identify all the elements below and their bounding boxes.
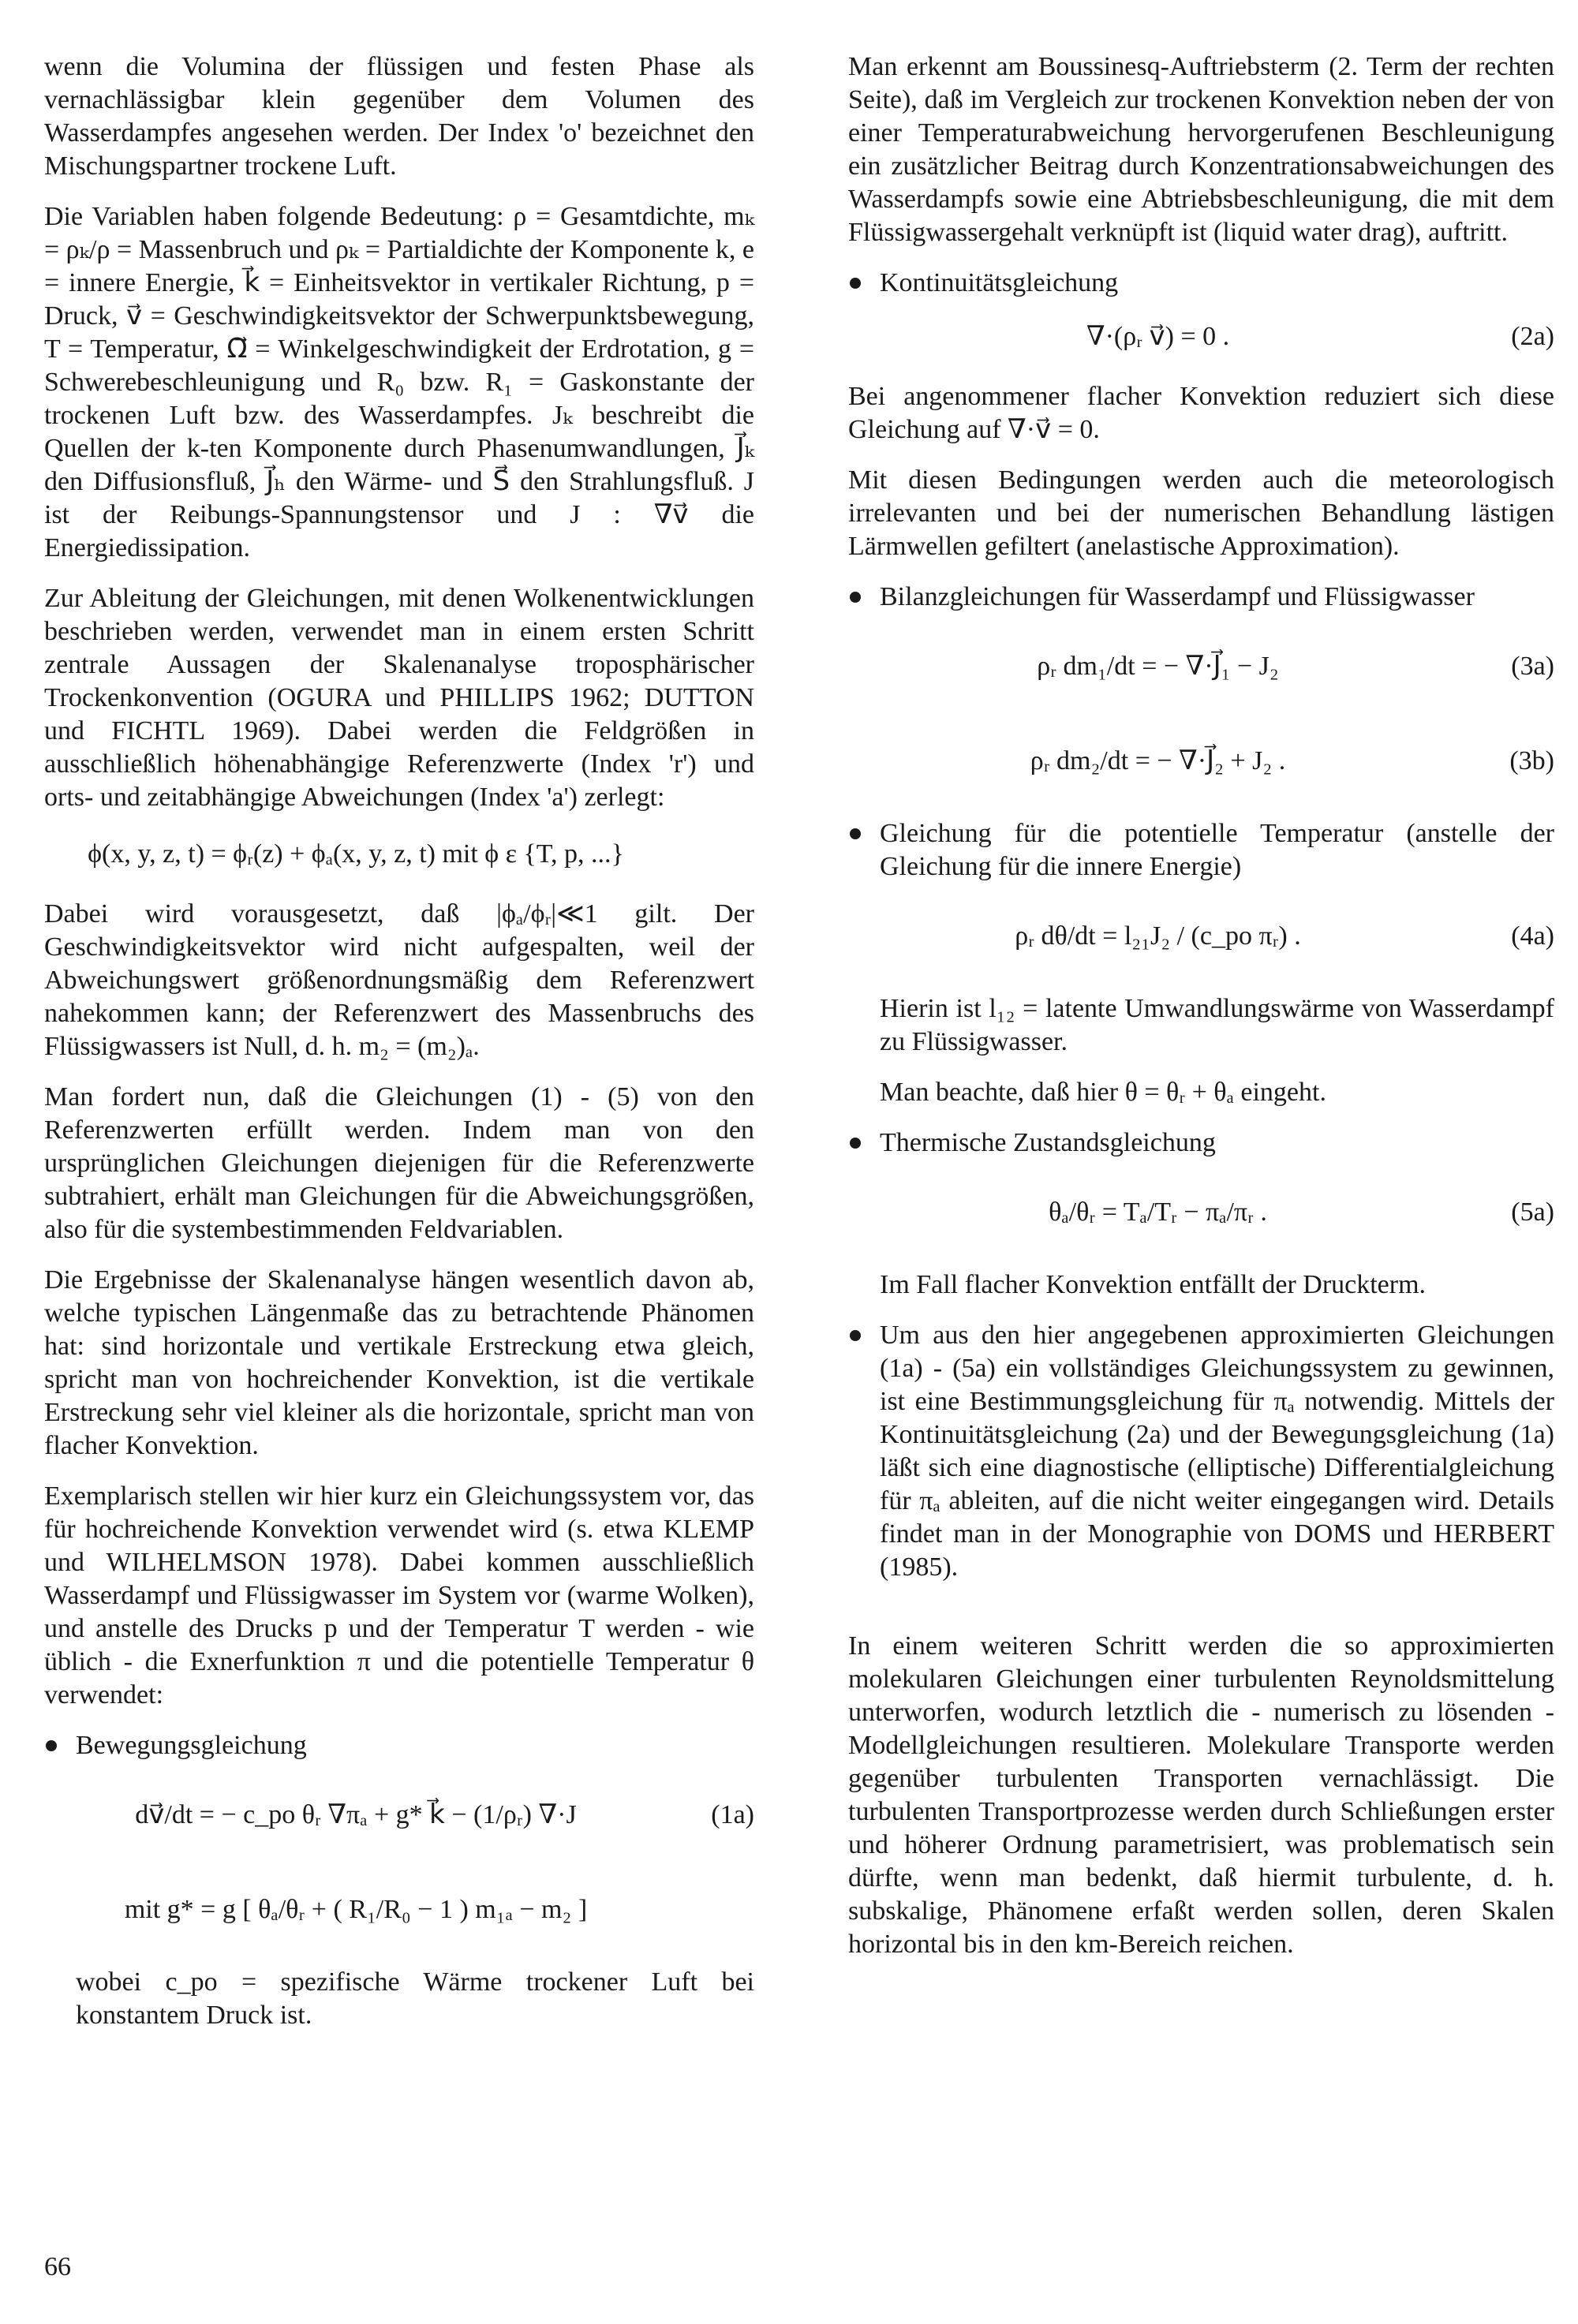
equation-3a: ρᵣ dm₁/dt = − ∇·J⃗₁ − J₂ (3a) [848,628,1554,705]
equation-number: (1a) [711,1800,754,1829]
bullet-motion-equation: Bewegungsgleichung [44,1729,754,1762]
equation-number: (3a) [1511,652,1554,681]
bullet-icon [850,1138,861,1149]
derivation-paragraph: Zur Ableitung der Gleichungen, mit denen Wolkenentwicklungen beschrieben werden, verwendet man in einem ersten Schritt zentrale Aussagen der Skalenanalyse troposphärischer Trockenkonvention (OGURA und PHILLIPS 1962; DUTTON und FICHTL 1969). Dabei werden die Feldgrößen in ausschließlich höhenabhängige Referenzwerte (Index 'r') und orts- und zeitabhängige Abweichungen (Index 'a') zerlegt: [44,584,754,812]
bullet-icon [850,1330,861,1341]
equation-4a: ρᵣ dθ/dt = l₂₁J₂ / (c_po πᵣ) . (4a) [848,898,1554,975]
equation-1a: dv⃗/dt = − c_po θᵣ ∇πₐ + g* k⃗ − (1/ρᵣ) ∇·J (1a) [44,1777,754,1854]
right-column [848,50,1554,1978]
bullet-icon [46,1740,57,1751]
scale-analysis-paragraph: Die Ergebnisse der Skalenanalyse hängen wesentlich davon ab, welche typischen Längenmaße das zu betrachtende Phänomen hat: sind horizontale und vertikale Erstreckung etwa gleich, spricht man von hochreichender Konvektion, ist die vertikale Erstreckung sehr viel kleiner als die horizontale, spricht man von flacher Konvektion. [44,1265,754,1460]
anelastic-paragraph: Mit diesen Bedingungen werden auch die meteorologisch irrelevanten und bei der numerischen Behandlung lästigen Lärmwellen gefiltert (anelastische Approximation). [848,465,1554,561]
assumption-paragraph: Dabei wird vorausgesetzt, daß |ϕₐ/ϕᵣ|≪1 gilt. Der Geschwindigkeitsvektor wird nicht aufgespalten, weil der Abweichungswert größenordnungsmäßig dem Referenzwert nahekommen kann; der Referenzwert des Massenbruchs des Flüssigwassers ist Null, d. h. m₂ = (m₂)ₐ. [44,899,754,1061]
equation-2a: ∇·(ρᵣ v⃗) = 0 . (2a) [848,314,1554,363]
equation-number: (3b) [1509,746,1554,775]
bullet-balance-equations: Bilanzgleichungen für Wasserdampf und Flüssigwasser [848,581,1554,614]
equation-3b: ρᵣ dm₂/dt = − ∇·J⃗₂ + J₂ . (3b) [848,723,1554,800]
bullet-potential-temperature: Gleichung für die potentielle Temperatur (anstelle der Gleichung für die innere Energie) [848,817,1554,884]
bullet-icon [850,278,861,289]
flat-convection-paragraph: Bei angenommener flacher Konvektion reduziert sich diese Gleichung auf ∇·v⃗ = 0. [848,382,1554,444]
page-number: 66 [44,2252,71,2281]
theta-note: Man beachte, daß hier θ = θᵣ + θₐ eingeht. [880,1078,1326,1107]
bullet-state-equation: Thermische Zustandsgleichung [848,1127,1554,1160]
left-column [44,50,754,2049]
bullet-icon [850,592,861,603]
variables-paragraph: Die Variablen haben folgende Bedeutung: ρ = Gesamtdichte, mₖ = ρₖ/ρ = Massenbruch und ρₖ = Partialdichte der Komponente k, e = innere Energie, k⃗ = Einheitsvektor in vertikaler Richtung, p = Druck, v⃗ = Geschwindigkeitsvektor der Schwerpunktsbewegung, T = Temperatur, Ω⃗ = Winkelgeschwindigkeit der Erdrotation, g = Schwerebeschleunigung und R₀ bzw. R₁ = Gaskonstante der trockenen Luft bzw. des Wasserdampfes. Jₖ beschreibt die Quellen der k-ten Komponente durch Phasenumwandlungen, J⃗ₖ den Diffusionsfluß, J⃗ₕ den Wärme- und S⃗ den Strahlungsfluß. J ist der Reibungs-Spannungstensor und J : ∇v⃗ die Energiedissipation. [44,202,754,562]
bullet-completion: Um aus den hier angegebenen approximierten Gleichungen (1a) - (5a) ein vollständiges Gleichungssystem zu gewinnen, ist eine Bestimmungsgleichung für πₐ notwendig. Mittels der Kontinuitätsgleichung (2a) und der Bewegungsgleichung (1a) läßt sich eine diagnostische (elliptische) Differentialgleichung für πₐ ableiten, auf die nicht weiter eingegangen wird. Details findet man in der Monographie von DOMS und HERBERT (1985). [848,1319,1554,1584]
turbulence-paragraph: In einem weiteren Schritt werden die so approximierten molekularen Gleichungen einer turbulenten Reynoldsmittelung unterworfen, wodurch letztlich die - numerisch zu lösenden - Modellgleichungen resultieren. Molekulare Transporte werden gegenüber turbulenten Transporten vernachlässigt. Die turbulenten Transportprozesse werden durch Schließungen erster und höherer Ordnung parametrisiert, was problematisch sein dürfte, wenn man bedenkt, daß hiermit turbulente, d. h. subskalige, Phänomene erfaßt werden sollen, deren Skalen horizontal bis in den km-Bereich reichen. [848,1631,1554,1959]
equation-5a: θₐ/θᵣ = Tₐ/Tᵣ − πₐ/πᵣ . (5a) [848,1174,1554,1251]
equation-system-paragraph: Exemplarisch stellen wir hier kurz ein Gleichungssystem vor, das für hochreichende Konvektion verwendet wird (s. etwa KLEMP und WILHELMSON 1978). Dabei kommen ausschließlich Wasserdampf und Flüssigwasser im System vor (warme Wolken), und anstelle des Drucks p und der Temperatur T werden - wie üblich - die Exnerfunktion π und die potentielle Temperatur θ verwendet: [44,1481,754,1709]
cpo-note: wobei c_po = spezifische Wärme trockener Luft bei konstantem Druck ist. [76,1967,754,2030]
bullet-icon [850,828,861,839]
decomposition-equation: ϕ(x, y, z, t) = ϕᵣ(z) + ϕₐ(x, y, z, t) mit ϕ ε {T, p, ...} [88,839,624,869]
pressure-term-note: Im Fall flacher Konvektion entfällt der Druckterm. [880,1270,1427,1299]
equation-number: (4a) [1511,921,1554,951]
equation-number: (2a) [1511,322,1554,351]
equation-number: (5a) [1511,1197,1554,1227]
bullet-continuity: Kontinuitätsgleichung [848,267,1554,300]
boussinesq-paragraph: Man erkennt am Boussinesq-Auftriebsterm (2. Term der rechten Seite), daß im Vergleich zur trockenen Konvektion neben der von einer Temperaturabweichung hervorgerufenen Beschleunigung ein zusätzlicher Beitrag durch Konzentrationsabweichungen des Wasserdampfs sowie eine Abtriebsbeschleunigung, die mit dem Flüssigwassergehalt verknüpft ist (liquid water drag), auftritt. [848,52,1554,247]
equation-gstar: mit g* = g [ θₐ/θᵣ + ( R₁/R₀ − 1 ) m₁ₐ − m₂ ] [124,1895,588,1924]
left-paragraph-1: wenn die Volumina der flüssigen und festen Phase als vernachlässigbar klein gegenüber dem Volumen des Wasserdampfes angesehen werden. Der Index 'o' bezeichnet den Mischungspartner trockene Luft. [44,52,754,181]
latent-heat-paragraph: Hierin ist l₁₂ = latente Umwandlungswärme von Wasserdampf zu Flüssigwasser. [880,994,1554,1056]
reference-paragraph: Man fordert nun, daß die Gleichungen (1) - (5) von den Referenzwerten erfüllt werden. Indem man von den ursprünglichen Gleichungen diejenigen für die Referenzwerte subtrahiert, erhält man Gleichungen für die Abweichungsgrößen, also für die systembestimmenden Feldvariablen. [44,1082,754,1244]
